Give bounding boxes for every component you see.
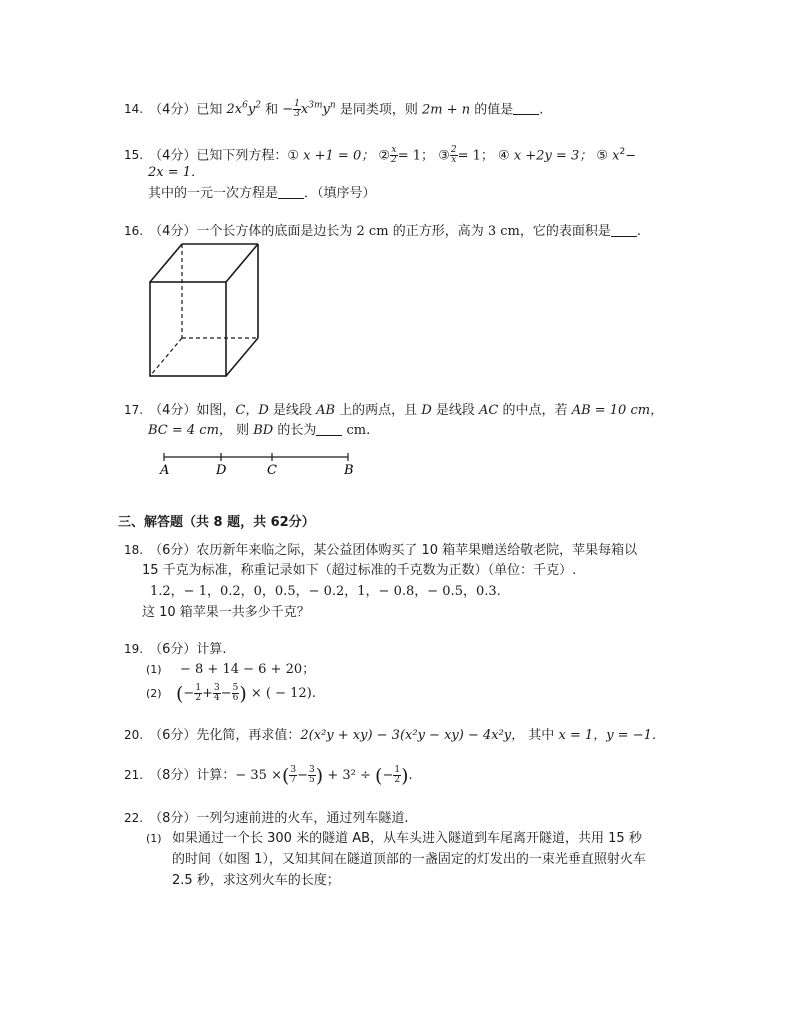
- question-18-data: 1.2，− 1，0.2，0，0.5，− 0.2，1，− 0.8，− 0.5，0.3.: [150, 584, 501, 599]
- point-b-label: B: [344, 463, 354, 478]
- answer-blank: [611, 224, 637, 237]
- question-21: 21. （8分）计算：− 35 ×( $\frac{3}{7}$ − $\frac{3}{5}$ ) + 3² ÷ (− $\frac{1}{2}$ ).: [124, 765, 413, 787]
- term-2: − $\frac{1}{3}$ $x^{3m}y^n$: [282, 99, 336, 120]
- question-19: 19. （6分）计算.: [124, 642, 227, 657]
- question-18-line-2: 15 千克为标准，称重记录如下（超过标准的千克数为正数）（单位：千克）.: [142, 563, 577, 578]
- term-1: $2x^6y^2$: [226, 101, 261, 118]
- question-19-part-1: (1) − 8 + 14 − 6 + 20；: [146, 662, 316, 677]
- cuboid-figure: [146, 240, 266, 380]
- question-18: 18. （6分）农历新年来临之际，某公益团体购买了 10 箱苹果赠送给敬老院，苹果每箱以: [124, 543, 638, 558]
- question-15-line-3: 其中的一元一次方程是 ．（填序号）: [148, 186, 376, 201]
- question-22: 22. （8分）一列匀速前进的火车，通过列车隧道.: [124, 811, 409, 826]
- question-15: 15. （4分）已知下列方程：① x +1 = 0； ② $\frac{x}{2}$ = 1； ③ $\frac{2}{x}$ = 1； ④ x +2y = 3； ⑤ $x^2-$: [124, 145, 637, 166]
- section-3-heading: 三、解答题（共 8 题，共 62分）: [118, 515, 315, 530]
- question-17: 17. （4分）如图，C，D 是线段 AB 上的两点，且 D 是线段 AC 的中点，若 AB = 10 cm，: [124, 403, 664, 418]
- question-20: 20. （6分）先化简，再求值：2(x²y + xy) − 3(x²y − xy) − 4x²y， 其中 x = 1，y = −1.: [124, 728, 656, 743]
- question-22-part-1: (1) 如果通过一个长 300 米的隧道 AB，从车头进入隧道到车尾离开隧道，共用 15 秒: [146, 831, 642, 846]
- question-17-line-2: BC = 4 cm， 则 BD 的长为 cm.: [148, 423, 371, 438]
- question-18-line-4: 这 10 箱苹果一共多少千克？: [142, 605, 310, 620]
- point-d-label: D: [216, 463, 227, 478]
- question-16: 16. （4分）一个长方体的底面是边长为 2 cm 的正方形，高为 3 cm，它的表面积是 .: [124, 224, 642, 239]
- segment-figure: [150, 448, 370, 480]
- point-c-label: C: [267, 463, 277, 478]
- question-14: 14. （4分）已知 $2x^6y^2$ 和 − $\frac{1}{3}$ $x^{3m}y^n$ 是同类项，则 2m + n 的值是 .: [124, 99, 544, 120]
- question-22-line-3: 2.5 秒，求这列火车的长度；: [172, 873, 340, 888]
- question-22-line-2: 的时间（如图 1），又知其间在隧道顶部的一盏固定的灯发出的一束光垂直照射火车: [172, 852, 646, 867]
- answer-blank: [316, 423, 342, 436]
- question-19-part-2: (2) (− $\frac{1}{2}$ + $\frac{3}{4}$ − $\frac{5}{6}$ ) × ( − 12).: [146, 683, 316, 705]
- answer-blank: [513, 102, 539, 115]
- answer-blank: [278, 186, 304, 199]
- question-15-line-2: 2x = 1．: [148, 165, 205, 180]
- point-a-label: A: [160, 463, 170, 478]
